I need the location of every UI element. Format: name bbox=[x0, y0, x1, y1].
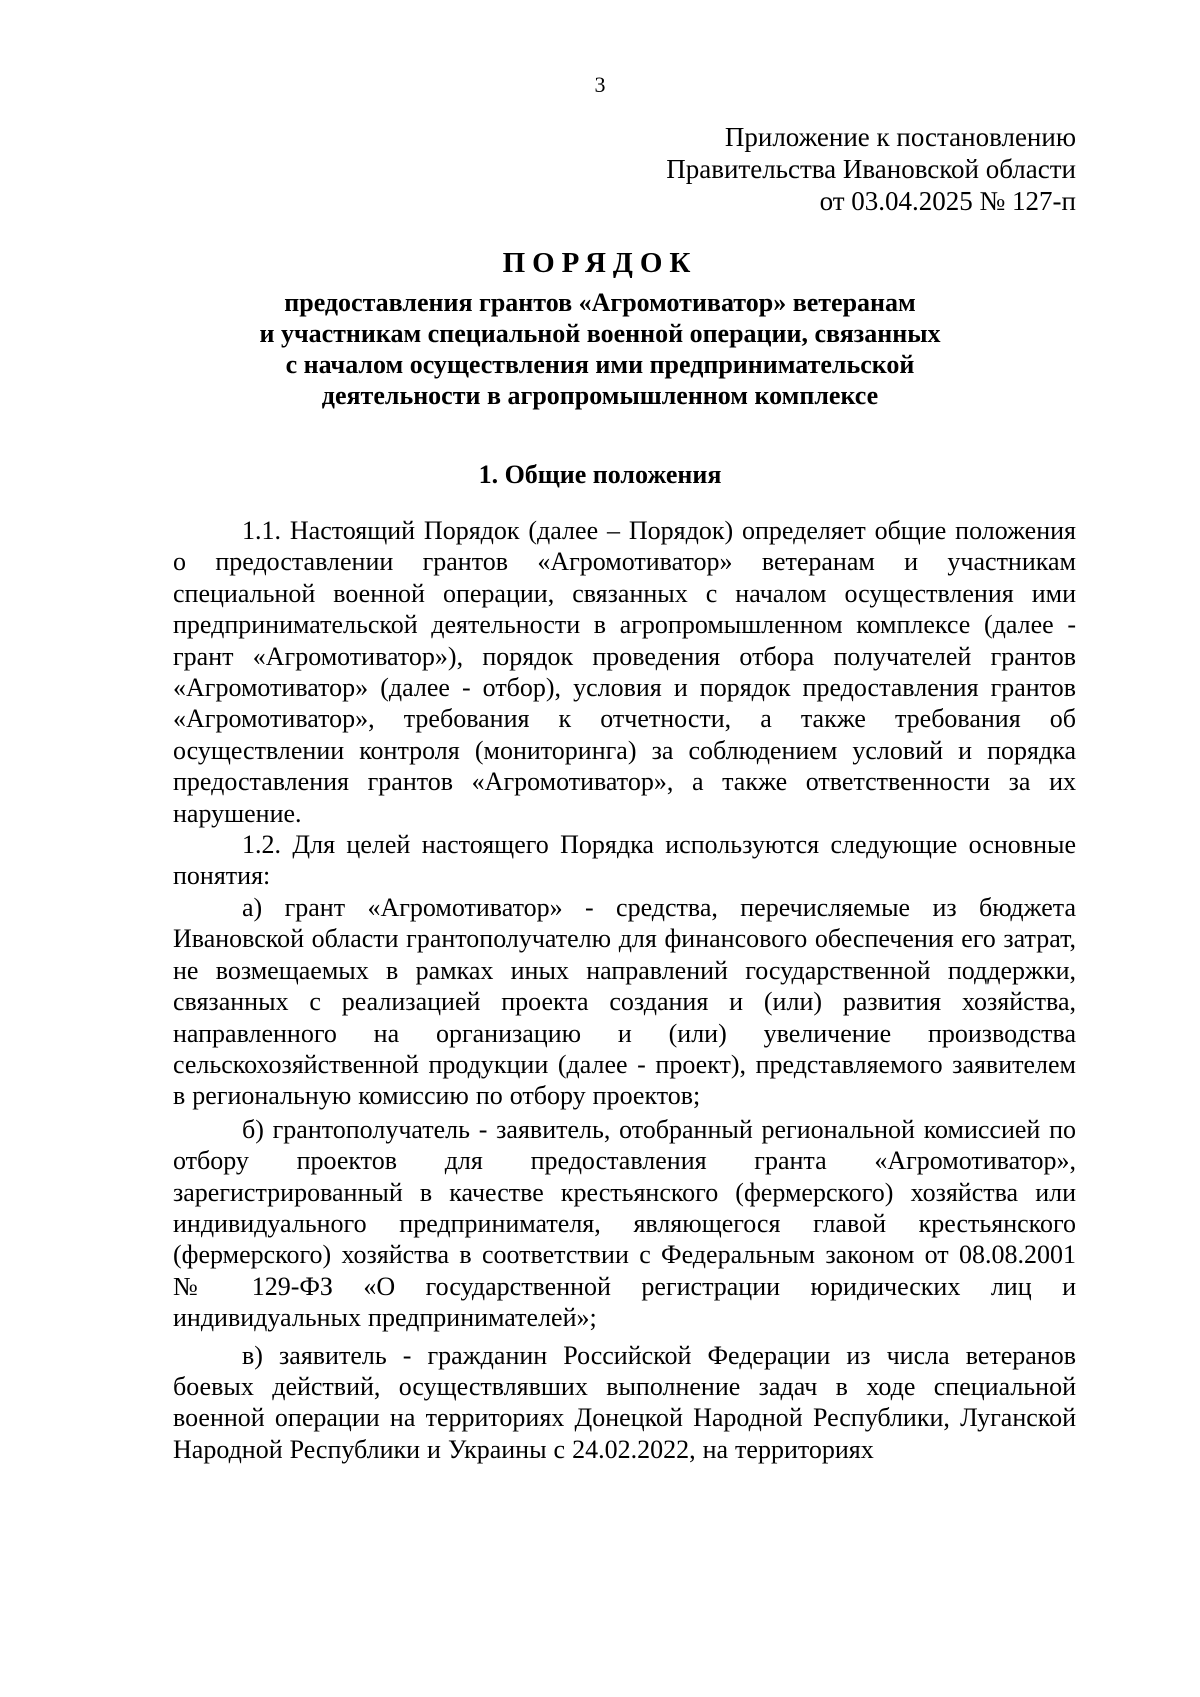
paragraph-1-2: 1.2. Для целей настоящего Порядка используются следующие основные понятия: bbox=[173, 830, 1076, 891]
page-number: 3 bbox=[594, 72, 606, 97]
annex-line-2: Правительства Ивановской области bbox=[666, 154, 1076, 184]
paragraph-v: в) заявитель - гражданин Российской Федерации из числа ветеранов боевых действий, осуществлявших выполнение задач в ходе специальной военной операции на территориях Донецкой Народной Республики, Луганской Народной Республики и Украины с 24.02.2022, на территориях bbox=[173, 1340, 1076, 1464]
subtitle-line-4: деятельности в агропромышленном комплексе bbox=[321, 381, 879, 410]
paragraph-a: а) грант «Агромотиватор» - средства, перечисляемые из бюджета Ивановской области грантополучателю для финансового обеспечения его затрат, не возмещаемых в рамках иных направлений государственной поддержки, связанных с реализацией проекта создания и (или) развития хозяйства, направленного на организацию и (или) увеличение производства сельскохозяйственной продукции (далее - проект), представляемого заявителем в региональную комиссию по отбору проектов; bbox=[173, 892, 1076, 1111]
document-body bbox=[173, 515, 1076, 1465]
annex-note bbox=[666, 121, 1076, 217]
paragraph-1-1: 1.1. Настоящий Порядок (далее – Порядок) определяет общие положения о предоставлении грантов «Агромотиватор» ветеранам и участникам специальной военной операции, связанных с началом осуществления ими предпринимательской деятельности в агропромышленном комплексе (далее - грант «Агромотиватор»), порядок проведения отбора получателей грантов «Агромотиватор» (далее - отбор), условия и порядок предоставления грантов «Агромотиватор», требования к отчетности, а также требования об осуществлении контроля (мониторинга) за соблюдением условий и порядка предоставления грантов «Агромотиватор», а также ответственности за их нарушение. bbox=[173, 516, 1076, 828]
paragraph-b: б) грантополучатель - заявитель, отобранный региональной комиссией по отбору проектов для предоставления гранта «Агромотиватор», зарегистрированный в качестве крестьянского (фермерского) хозяйства или индивидуального предпринимателя, являющегося главой крестьянского (фермерского) хозяйства в соответствии с Федеральным законом от 08.08.2001 № 129-ФЗ «О государственной регистрации юридических лиц и индивидуальных предпринимателей»; bbox=[173, 1114, 1076, 1333]
document-subtitle bbox=[0, 287, 1200, 411]
section-heading: 1. Общие положения bbox=[478, 460, 722, 489]
annex-line-3: от 03.04.2025 № 127-п bbox=[819, 186, 1076, 216]
annex-line-1: Приложение к постановлению bbox=[724, 122, 1076, 152]
title-block bbox=[0, 246, 1200, 411]
subtitle-line-2: и участникам специальной военной операции, связанных bbox=[259, 319, 941, 348]
subtitle-line-3: с началом осуществления ими предпринимательской bbox=[285, 350, 915, 379]
subtitle-line-1: предоставления грантов «Агромотиватор» ветеранам bbox=[284, 288, 916, 317]
document-title: ПОРЯДОК bbox=[502, 247, 698, 279]
